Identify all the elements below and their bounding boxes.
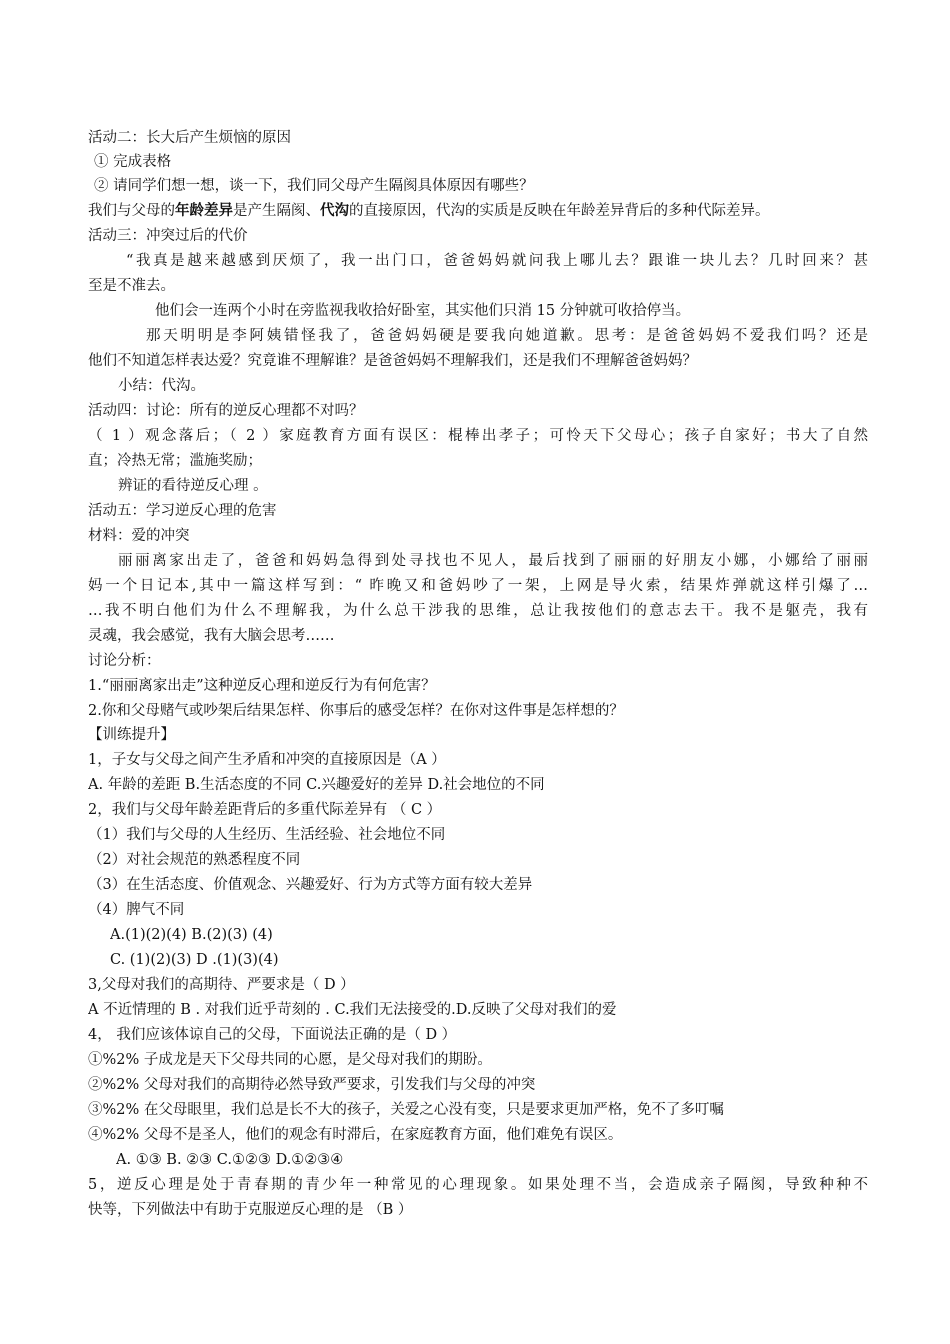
training-q3-options: A 不近情理的 B . 对我们近乎苛刻的 . C.我们无法接受的.D.反映了父母对我们的爱 (88, 1002, 617, 1018)
training-q4: 4， 我们应该体谅自己的父母，下面说法正确的是（ D ） (88, 1027, 457, 1043)
training-q2-options1: A.(1)(2)(4) B.(2)(3) (4) (110, 927, 273, 943)
training-q5-line2: 快等，下列做法中有助于克服逆反心理的是 （B ） (88, 1202, 413, 1218)
activity5-story-line1: 丽丽离家出走了，爸爸和妈妈急得到处寻找也不见人，最后找到了丽丽的好朋友小娜，小娜给了丽丽 (118, 553, 868, 569)
training-q4-statement1: ①%2% 子成龙是天下父母共同的心愿，是父母对我们的期盼。 (88, 1052, 492, 1068)
activity5-title: 活动五：学习逆反心理的危害 (88, 503, 277, 519)
activity5-question2: 2.你和父母赌气或吵架后结果怎样、你事后的感受怎样？在你对这件事是怎样想的？ (88, 703, 624, 719)
activity2-step1: ① 完成表格 (94, 154, 172, 170)
activity3-paragraph3-line2: 他们不知道怎样表达爱？究竟谁不理解谁？是爸爸妈妈不理解我们，还是我们不理解爸爸妈妈？ (88, 353, 697, 369)
activity4-title: 活动四：讨论：所有的逆反心理都不对吗？ (88, 403, 364, 419)
activity5-story-line4: 灵魂，我会感觉，我有大脑会思考…… (88, 628, 335, 644)
training-q4-options: A. ①③ B. ②③ C.①②③ D.①②③④ (116, 1152, 344, 1168)
activity5-story-line3: …我不明白他们为什么不理解我，为什么总干涉我的思维，总让我按他们的意志去干。我不是躯壳，我有 (88, 603, 868, 619)
activity3-paragraph3-line1: 那天明明是李阿姨错怪我了，爸爸妈妈硬是要我向她道歉。思考：是爸爸妈妈不爱我们吗？还是 (146, 328, 868, 344)
training-q4-statement3: ③%2% 在父母眼里，我们总是长不大的孩子，关爱之心没有变，只是要求更加严格，免不了多叮嘱 (88, 1102, 724, 1118)
training-q2-item4: （4）脾气不同 (88, 902, 185, 918)
keyword-generation-gap: 代沟 (320, 202, 349, 219)
training-q2-item3: （3）在生活态度、价值观念、兴趣爱好、行为方式等方面有较大差异 (88, 877, 533, 893)
activity5-story-line2: 妈一个日记本,其中一篇这样写到：“ 昨晚又和爸妈吵了一架，上网是导火索，结果炸弹就这样引爆了… (88, 578, 868, 594)
activity5-question1: 1.“丽丽离家出走”这种逆反心理和逆反行为有何危害？ (88, 678, 436, 694)
training-q3: 3,父母对我们的高期待、严要求是（ D ） (88, 977, 355, 993)
activity4-line2: 直；冷热无常；滥施奖励； (88, 453, 262, 469)
activity3-summary: 小结：代沟。 (118, 378, 205, 394)
activity2-title: 活动二：长大后产生烦恼的原因 (88, 130, 291, 146)
training-q2-item1: （1）我们与父母的人生经历、生活经验、社会地位不同 (88, 827, 446, 843)
activity3-quote-line1: “我真是越来越感到厌烦了，我一出门口，爸爸妈妈就问我上哪儿去？跟谁一块儿去？几时回来？甚 (126, 253, 868, 269)
keyword-age-gap: 年龄差异 (175, 202, 233, 219)
activity4-line3: 辨证的看待逆反心理 。 (118, 478, 268, 494)
activity3-paragraph2: 他们会一连两个小时在旁监视我收拾好卧室，其实他们只消 15 分钟就可收拾停当。 (155, 303, 691, 319)
activity3-quote-line2: 至是不准去。 (88, 278, 175, 294)
training-q2-options2: C. (1)(2)(3) D .(1)(3)(4) (110, 952, 279, 968)
activity4-line1: （ 1 ）观念落后；（ 2 ）家庭教育方面有误区：棍棒出孝子；可怜天下父母心；孩子自家好；书大了自然 (88, 428, 868, 444)
training-q4-statement2: ②%2% 父母对我们的高期待必然导致严要求，引发我们与父母的冲突 (88, 1077, 536, 1093)
training-q4-statement4: ④%2% 父母不是圣人，他们的观念有时滞后，在家庭教育方面，他们难免有误区。 (88, 1127, 623, 1143)
training-q1-options: A. 年龄的差距 B.生活态度的不同 C.兴趣爱好的差异 D.社会地位的不同 (88, 777, 545, 793)
training-q2: 2，我们与父母年龄差距背后的多重代际差异有 （ C ） (88, 802, 442, 818)
activity2-step2: ② 请同学们想一想，谈一下，我们同父母产生隔阂具体原因有哪些？ (94, 178, 534, 194)
activity2-paragraph: 我们与父母的年龄差异是产生隔阂、代沟的直接原因，代沟的实质是反映在年龄差异背后的多种代际差异。 (88, 202, 770, 219)
activity5-discuss-label: 讨论分析： (88, 653, 161, 669)
training-q1: 1，子女与父母之间产生矛盾和冲突的直接原因是（A ） (88, 752, 446, 768)
training-q5-line1: 5，逆反心理是处于青春期的青少年一种常见的心理现象。如果处理不当，会造成亲子隔阂，导致种种不 (88, 1177, 868, 1193)
activity3-title: 活动三：冲突过后的代价 (88, 228, 248, 244)
training-header: 【训练提升】 (88, 727, 175, 743)
activity5-material: 材料：爱的冲突 (88, 528, 190, 544)
training-q2-item2: （2）对社会规范的熟悉程度不同 (88, 852, 301, 868)
